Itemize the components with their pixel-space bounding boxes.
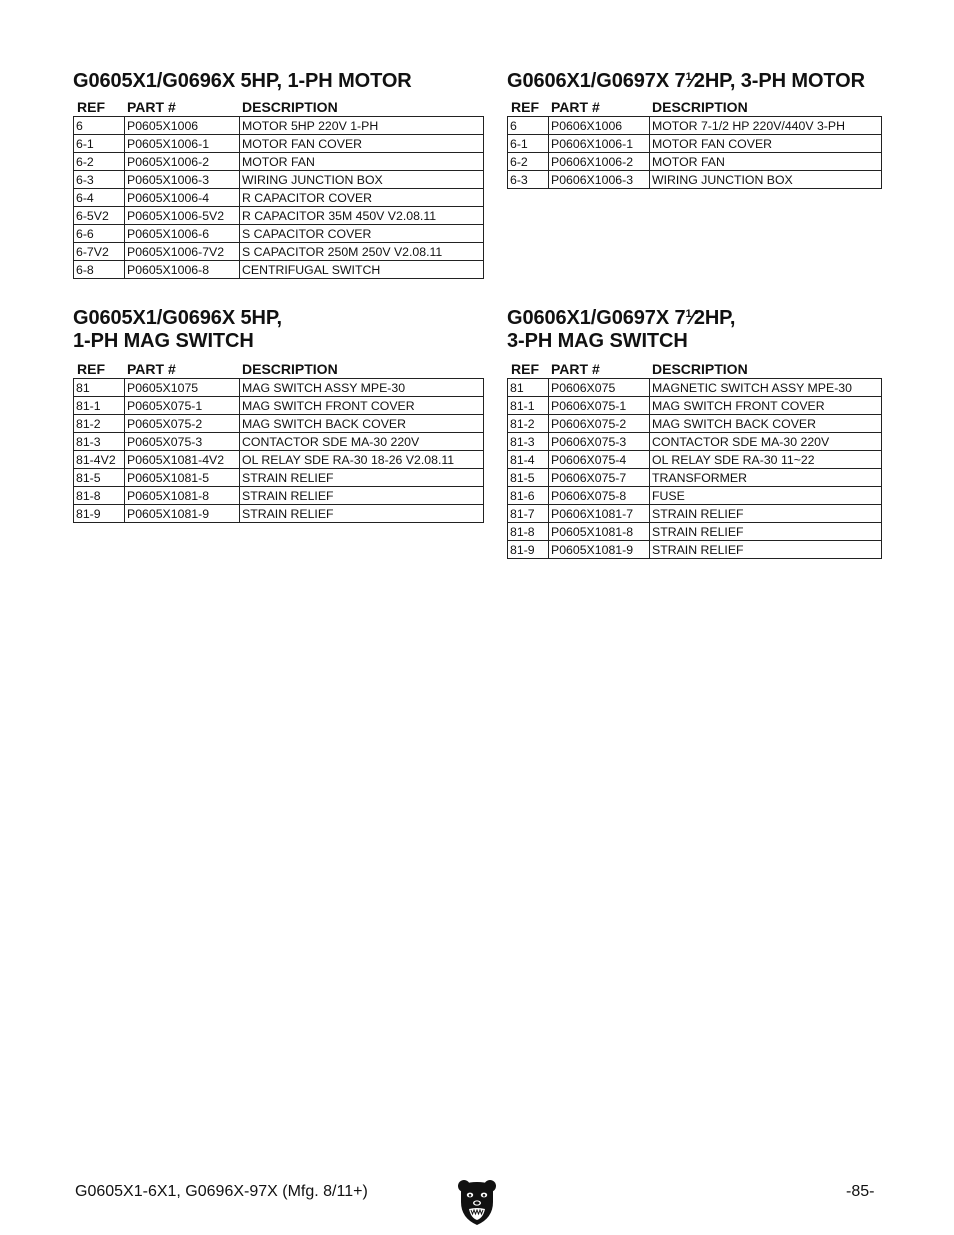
description-cell: MAG SWITCH FRONT COVER xyxy=(240,397,484,415)
table-row xyxy=(74,397,484,415)
description-cell: FUSE xyxy=(650,487,882,505)
part-number-cell: P0605X075-2 xyxy=(125,415,240,433)
description-cell: CONTACTOR SDE MA-30 220V xyxy=(650,433,882,451)
table-row xyxy=(74,379,484,397)
col-desc-header: DESCRIPTION xyxy=(242,99,338,115)
col-part-header: PART # xyxy=(127,99,176,115)
table-row xyxy=(508,433,882,451)
ref-cell: 81-8 xyxy=(74,487,125,505)
page-number: -85- xyxy=(846,1183,875,1200)
description-cell: STRAIN RELIEF xyxy=(240,505,484,523)
table-row xyxy=(74,243,484,261)
ref-cell: 6-6 xyxy=(74,225,125,243)
description-cell: CONTACTOR SDE MA-30 220V xyxy=(240,433,484,451)
grizzly-bear-logo-icon xyxy=(457,1178,497,1226)
table-row xyxy=(508,415,882,433)
table-row xyxy=(74,189,484,207)
description-cell: MOTOR FAN xyxy=(650,153,882,171)
table-row xyxy=(508,397,882,415)
description-cell: MAGNETIC SWITCH ASSY MPE-30 xyxy=(650,379,882,397)
col-ref-header: REF xyxy=(511,361,539,377)
ref-cell: 81-1 xyxy=(74,397,125,415)
description-cell: WIRING JUNCTION BOX xyxy=(650,171,882,189)
part-number-cell: P0605X1006-2 xyxy=(125,153,240,171)
part-number-cell: P0606X1006-3 xyxy=(549,171,650,189)
ref-cell: 81-3 xyxy=(74,433,125,451)
description-cell: MAG SWITCH BACK COVER xyxy=(240,415,484,433)
table-row xyxy=(508,451,882,469)
ref-cell: 6 xyxy=(508,117,549,135)
table-row xyxy=(508,523,882,541)
table-header xyxy=(73,99,483,116)
ref-cell: 6-4 xyxy=(74,189,125,207)
part-number-cell: P0605X1081-5 xyxy=(125,469,240,487)
description-cell: MOTOR FAN xyxy=(240,153,484,171)
table-row xyxy=(74,135,484,153)
description-cell: WIRING JUNCTION BOX xyxy=(240,171,484,189)
table-row xyxy=(508,379,882,397)
col-desc-header: DESCRIPTION xyxy=(652,99,748,115)
table-row xyxy=(508,541,882,559)
description-cell: MAG SWITCH FRONT COVER xyxy=(650,397,882,415)
part-number-cell: P0605X1081-9 xyxy=(125,505,240,523)
part-number-cell: P0605X1006-1 xyxy=(125,135,240,153)
table-row xyxy=(74,415,484,433)
col-part-header: PART # xyxy=(551,99,600,115)
ref-cell: 6-2 xyxy=(74,153,125,171)
ref-cell: 81-9 xyxy=(508,541,549,559)
ref-cell: 81-4V2 xyxy=(74,451,125,469)
table-row xyxy=(74,207,484,225)
col-ref-header: REF xyxy=(511,99,539,115)
description-cell: MOTOR 5HP 220V 1-PH xyxy=(240,117,484,135)
table-row xyxy=(74,451,484,469)
table-row xyxy=(74,487,484,505)
part-number-cell: P0605X1006-3 xyxy=(125,171,240,189)
description-cell: OL RELAY SDE RA-30 11~22 xyxy=(650,451,882,469)
table-row xyxy=(508,171,882,189)
part-number-cell: P0605X075-1 xyxy=(125,397,240,415)
description-cell: R CAPACITOR COVER xyxy=(240,189,484,207)
part-number-cell: P0605X1006-6 xyxy=(125,225,240,243)
section-title: G0606X1/G0697X $7^1⁄2HP$, 3-PH MAG SWITCH xyxy=(507,307,736,352)
description-cell: TRANSFORMER xyxy=(650,469,882,487)
part-number-cell: P0606X075-8 xyxy=(549,487,650,505)
ref-cell: 6-5V2 xyxy=(74,207,125,225)
description-cell: MOTOR FAN COVER xyxy=(650,135,882,153)
table-header xyxy=(507,99,881,116)
part-number-cell: P0605X1081-9 xyxy=(549,541,650,559)
part-number-cell: P0606X075 xyxy=(549,379,650,397)
part-number-cell: P0606X075-1 xyxy=(549,397,650,415)
description-cell: CENTRIFUGAL SWITCH xyxy=(240,261,484,279)
part-number-cell: P0606X1006 xyxy=(549,117,650,135)
col-part-header: PART # xyxy=(551,361,600,377)
parts-table xyxy=(507,116,882,189)
part-number-cell: P0605X1006-7V2 xyxy=(125,243,240,261)
description-cell: MOTOR FAN COVER xyxy=(240,135,484,153)
parts-table xyxy=(73,378,484,523)
part-number-cell: P0606X075-4 xyxy=(549,451,650,469)
col-ref-header: REF xyxy=(77,99,105,115)
table-row xyxy=(74,171,484,189)
part-number-cell: P0605X1006-4 xyxy=(125,189,240,207)
table-row xyxy=(74,225,484,243)
description-cell: OL RELAY SDE RA-30 18-26 V2.08.11 xyxy=(240,451,484,469)
table-row xyxy=(74,505,484,523)
part-number-cell: P0606X1006-1 xyxy=(549,135,650,153)
ref-cell: 6-1 xyxy=(508,135,549,153)
col-desc-header: DESCRIPTION xyxy=(652,361,748,377)
table-row xyxy=(74,433,484,451)
ref-cell: 81-2 xyxy=(508,415,549,433)
table-row xyxy=(508,153,882,171)
description-cell: STRAIN RELIEF xyxy=(240,469,484,487)
section-5hp-1ph-motor xyxy=(73,70,484,279)
ref-cell: 81-6 xyxy=(508,487,549,505)
description-cell: MOTOR 7-1/2 HP 220V/440V 3-PH xyxy=(650,117,882,135)
description-cell: STRAIN RELIEF xyxy=(650,541,882,559)
section-title: G0606X1/G0697X $7^1⁄2HP$, 3-PH MOTOR xyxy=(507,70,865,92)
ref-cell: 6-1 xyxy=(74,135,125,153)
section-title: G0605X1/G0696X 5HP, 1-PH MOTOR xyxy=(73,70,412,92)
ref-cell: 81-7 xyxy=(508,505,549,523)
description-cell: S CAPACITOR 250M 250V V2.08.11 xyxy=(240,243,484,261)
ref-cell: 6 xyxy=(74,117,125,135)
ref-cell: 6-7V2 xyxy=(74,243,125,261)
ref-cell: 81-5 xyxy=(74,469,125,487)
part-number-cell: P0605X1075 xyxy=(125,379,240,397)
part-number-cell: P0605X1081-8 xyxy=(549,523,650,541)
col-desc-header: DESCRIPTION xyxy=(242,361,338,377)
table-row xyxy=(74,153,484,171)
col-part-header: PART # xyxy=(127,361,176,377)
description-cell: R CAPACITOR 35M 450V V2.08.11 xyxy=(240,207,484,225)
description-cell: S CAPACITOR COVER xyxy=(240,225,484,243)
section-7-5hp-3ph-motor xyxy=(507,70,882,189)
ref-cell: 81-8 xyxy=(508,523,549,541)
ref-cell: 6-2 xyxy=(508,153,549,171)
table-row xyxy=(508,505,882,523)
section-7-5hp-3ph-mag-switch xyxy=(507,307,882,559)
ref-cell: 6-3 xyxy=(508,171,549,189)
table-row xyxy=(508,487,882,505)
ref-cell: 81-2 xyxy=(74,415,125,433)
part-number-cell: P0606X075-2 xyxy=(549,415,650,433)
part-number-cell: P0605X075-3 xyxy=(125,433,240,451)
description-cell: STRAIN RELIEF xyxy=(650,523,882,541)
description-cell: STRAIN RELIEF xyxy=(240,487,484,505)
table-row xyxy=(508,117,882,135)
table-row xyxy=(74,469,484,487)
table-row xyxy=(508,135,882,153)
col-ref-header: REF xyxy=(77,361,105,377)
table-row xyxy=(508,469,882,487)
section-5hp-1ph-mag-switch xyxy=(73,307,484,523)
table-row xyxy=(74,117,484,135)
ref-cell: 81-1 xyxy=(508,397,549,415)
ref-cell: 81-5 xyxy=(508,469,549,487)
parts-table xyxy=(73,116,484,279)
description-cell: STRAIN RELIEF xyxy=(650,505,882,523)
ref-cell: 6-8 xyxy=(74,261,125,279)
ref-cell: 81-9 xyxy=(74,505,125,523)
ref-cell: 6-3 xyxy=(74,171,125,189)
ref-cell: 81-4 xyxy=(508,451,549,469)
part-number-cell: P0606X1081-7 xyxy=(549,505,650,523)
part-number-cell: P0606X075-7 xyxy=(549,469,650,487)
part-number-cell: P0605X1081-8 xyxy=(125,487,240,505)
description-cell: MAG SWITCH ASSY MPE-30 xyxy=(240,379,484,397)
part-number-cell: P0605X1006-5V2 xyxy=(125,207,240,225)
table-row xyxy=(74,261,484,279)
part-number-cell: P0605X1081-4V2 xyxy=(125,451,240,469)
table-header xyxy=(507,361,881,378)
description-cell: MAG SWITCH BACK COVER xyxy=(650,415,882,433)
footer-model-text: G0605X1-6X1, G0696X-97X (Mfg. 8/11+) xyxy=(75,1183,368,1200)
ref-cell: 81 xyxy=(508,379,549,397)
table-header xyxy=(73,361,483,378)
parts-table xyxy=(507,378,882,559)
section-title: G0605X1/G0696X 5HP, 1-PH MAG SWITCH xyxy=(73,307,282,352)
ref-cell: 81-3 xyxy=(508,433,549,451)
part-number-cell: P0605X1006-8 xyxy=(125,261,240,279)
ref-cell: 81 xyxy=(74,379,125,397)
part-number-cell: P0605X1006 xyxy=(125,117,240,135)
part-number-cell: P0606X075-3 xyxy=(549,433,650,451)
part-number-cell: P0606X1006-2 xyxy=(549,153,650,171)
